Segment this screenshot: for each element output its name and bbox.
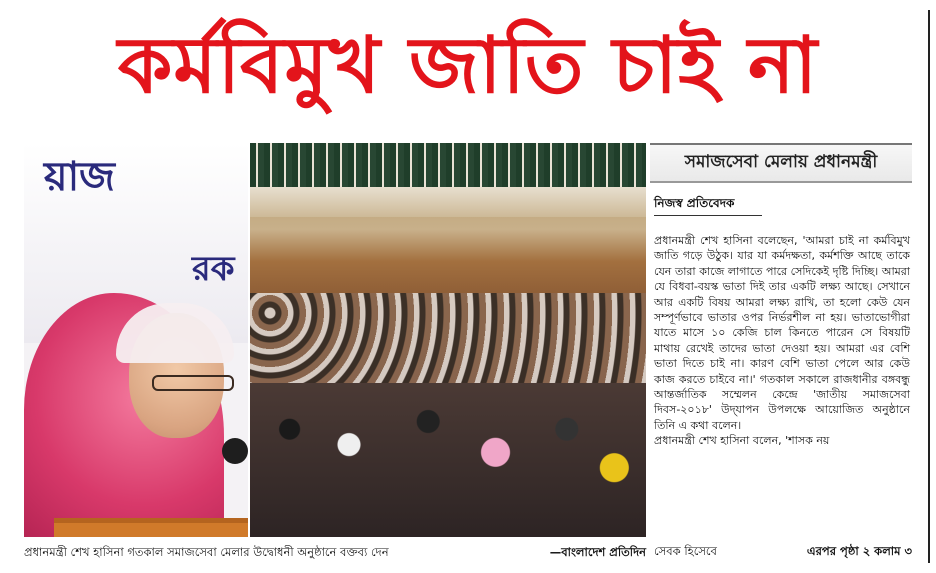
column-rule	[928, 10, 930, 563]
continuation-text: সেবক হিসেবে	[654, 543, 717, 558]
byline-rule	[654, 215, 762, 216]
article-paragraph: প্রধানমন্ত্রী শেখ হাসিনা বলেছেন, 'আমরা চাই না কর্মবিমুখ জাতি গড়ে উঠুক। যার যা কর্মদক্ষতা, কর্মশক্তি আছে তাকে যেন তারা কাজে লাগাতে পারে সেদিকেই দৃষ্টি দিচ্ছি। আমরা যে বিধবা-বয়স্ক ভাতা দিই তার একটি লক্ষ্য আছে। সেখানে আর একটি বিষয় আমরা লক্ষ্য রাখি, তা হলো কেউ যেন সম্পূর্ণভাবে ভাতার ওপর নির্ভরশীল না হয়। ভাতাভোগীরা যাতে মাসে ১০ কেজি চাল কিনতে পারেন সে বিষয়টি মাথায় রেখেই তাদের ভাতা দেওয়া হয়। আমরা এর বেশি ভাতা দিতে চাই না। কারণ বেশি ভাতা পেলে আর কেউ কাজ করতে চাইবে না।' গতকাল সকালে রাজধানীর বঙ্গবন্ধু আন্তর্জাতিক সম্মেলন কেন্দ্রে 'জাতীয় সমাজসেবা দিবস-২০১৮' উদ্‌যাপন উপলক্ষে আয়োজিত অনুষ্ঠানে তিনি এ কথা বলেন।	[654, 234, 910, 432]
microphone-icon	[222, 438, 248, 464]
byline: নিজস্ব প্রতিবেদক	[654, 196, 735, 210]
section-title: সমাজসেবা মেলায় প্রধানমন্ত্রী	[650, 143, 912, 183]
speaker-photo	[24, 143, 248, 537]
glasses-shape	[152, 375, 234, 391]
caption-text: প্রধানমন্ত্রী শেখ হাসিনা গতকাল সমাজসেবা মেলার উদ্বোধনী অনুষ্ঠানে বক্তব্য দেন	[24, 544, 389, 559]
audience-middle	[250, 293, 646, 393]
photo-credit: —বাংলাদেশ প্রতিদিন	[549, 544, 646, 559]
balcony-crowd	[250, 143, 646, 187]
article-column	[650, 143, 912, 537]
hall-ceiling	[250, 187, 646, 217]
headline: কর্মবিমুখ জাতি চাই না	[117, 21, 819, 111]
audience-photo	[250, 143, 646, 537]
podium-rail	[54, 523, 248, 537]
jump-reference: এরপর পৃষ্ঠা ২ কলাম ৩	[806, 543, 912, 558]
photo-caption	[24, 541, 646, 565]
backdrop-text-top: য়াজ	[44, 154, 115, 200]
article-body	[654, 233, 910, 449]
backdrop-text-mid: রক	[192, 249, 235, 289]
article-paragraph-continued: প্রধানমন্ত্রী শেখ হাসিনা বলেন, 'শাসক নয়	[654, 434, 830, 448]
continuation-line	[654, 540, 912, 564]
audience-front	[250, 383, 646, 537]
